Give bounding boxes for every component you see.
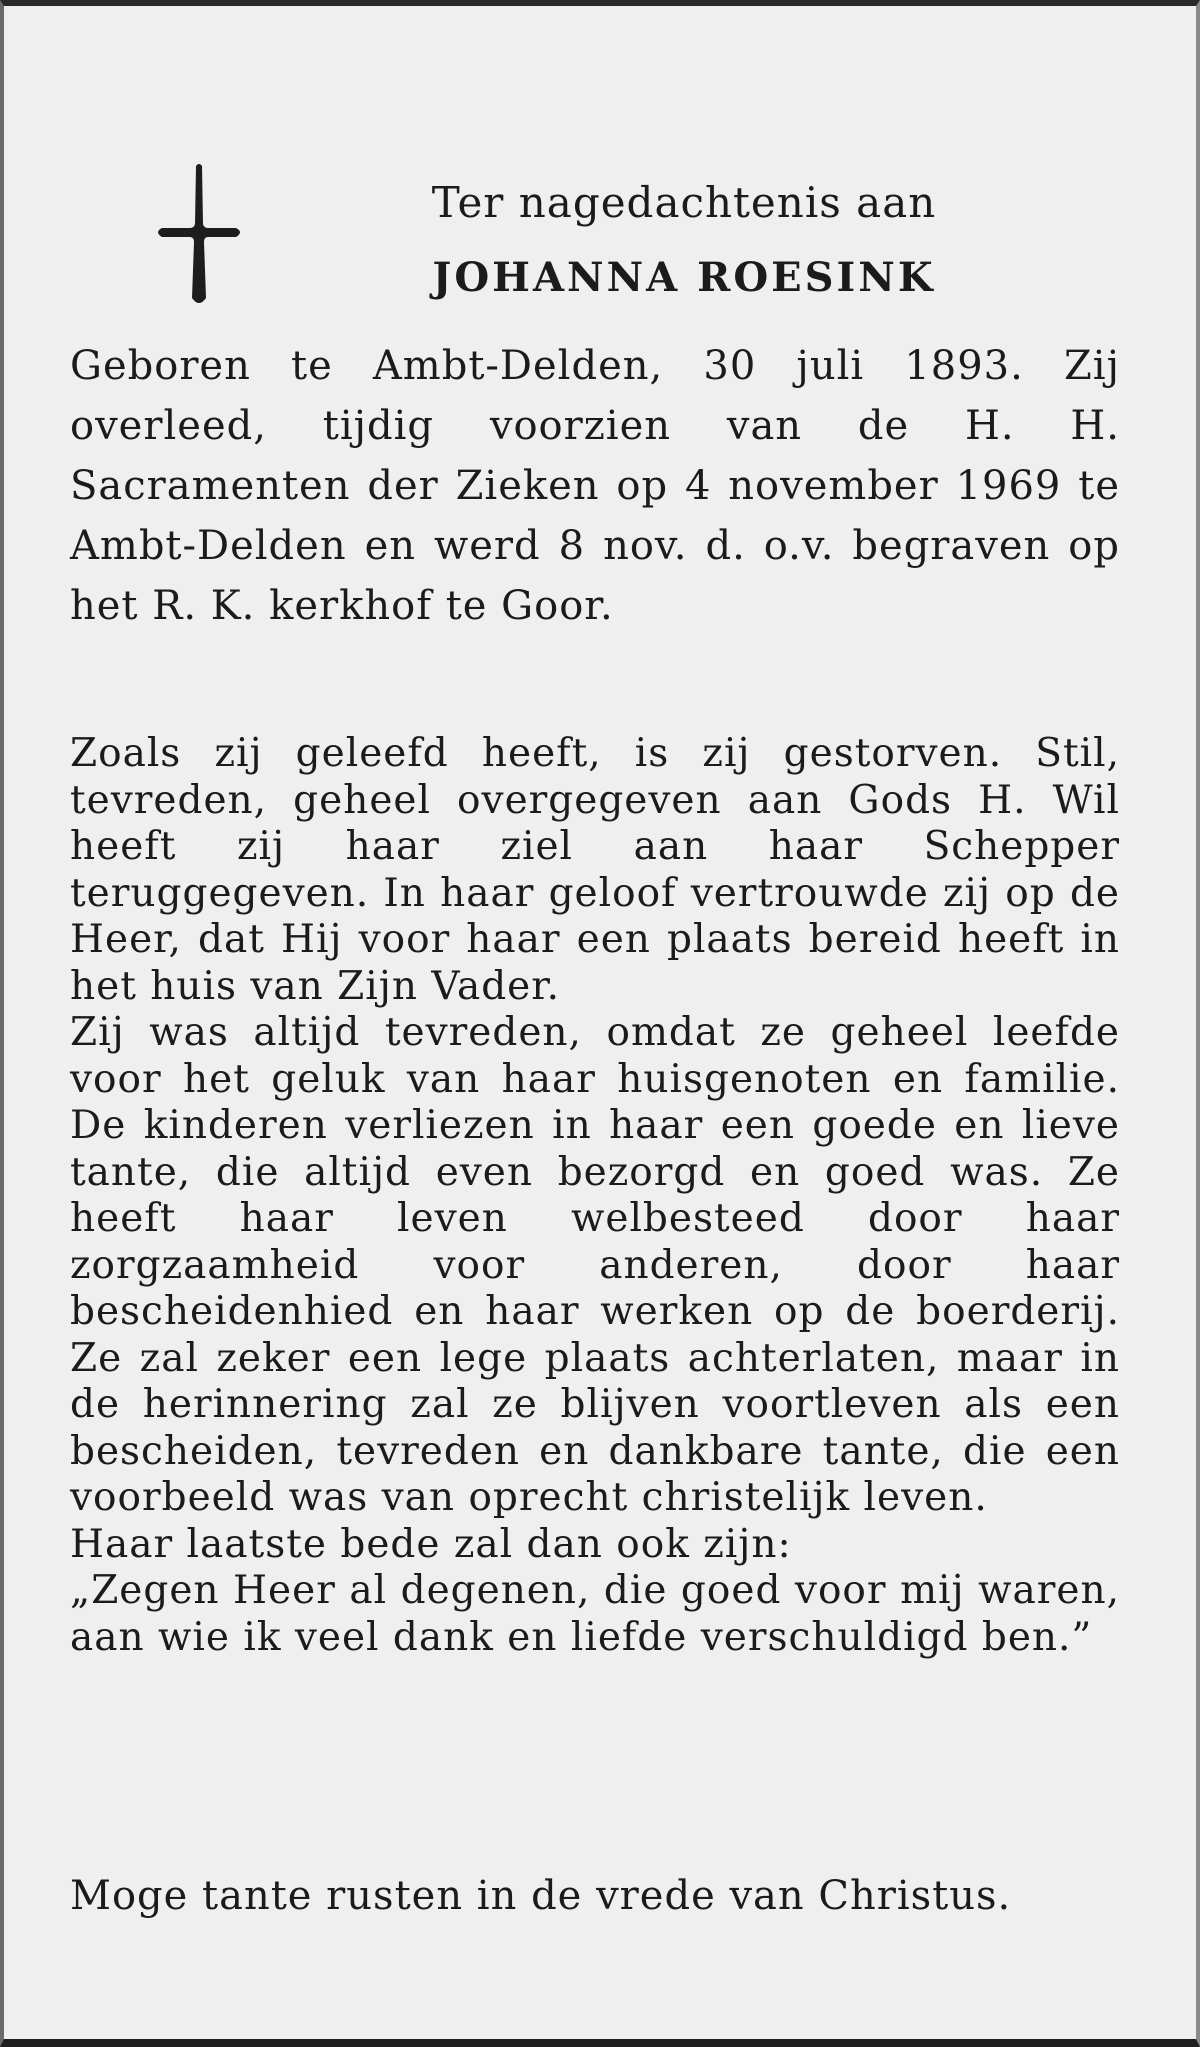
birth-death-paragraph [70,336,1120,636]
eulogy-paragraph-3: Haar laatste bede zal dan ook zijn: [70,1521,792,1567]
closing-text: Moge tante rusten in de vrede van Christus. [70,1873,1012,1919]
eulogy-paragraph-1: Zoals zij geleefd heeft, is zij gestorven. Stil, tevreden, geheel overgegeven aan Gods H. Wil heeft zij haar ziel aan haar Schepper teruggegeven. In haar geloof vertrouwde zij op de Heer, dat Hij voor haar een plaats bereid heeft in het huis van Zijn Vader. [70,731,1120,1009]
latin-cross-icon [154,162,244,307]
closing-paragraph [70,1871,1120,1922]
eulogy-paragraph-2: Zij was altijd tevreden, omdat ze geheel leefde voor het geluk van haar huisgenoten en familie. De kinderen verliezen in haar een goede en lieve tante, die altijd even bezorgd en goed was. Ze heeft haar leven welbesteed door haar zorgzaamheid voor anderen, door haar bescheidenhied en haar werken op de boerderij. Ze zal zeker een lege plaats achterlaten, maar in de herinnering zal ze blijven voortleven als een bescheiden, tevreden en dankbare tante, die een voorbeeld was van oprecht christelijk leven. [70,1010,1120,1520]
deceased-name: JOHANNA ROESINK [432,254,936,301]
eulogy-text [70,731,1120,1661]
eulogy-prayer-quote: „Zegen Heer al degenen, die goed voor mij waren, aan wie ik veel dank en liefde verschuldigd ben.” [70,1568,1120,1660]
header-intro: Ter nagedachtenis aan [431,178,937,227]
birth-death-text: Geboren te Ambt-Delden, 30 juli 1893. Zij overleed, tijdig voorzien van de H. H. Sacramenten der Zieken op 4 november 1969 te Ambt-Delden en werd 8 nov. d. o.v. begraven op het R. K. kerkhof te Goor. [70,343,1120,629]
